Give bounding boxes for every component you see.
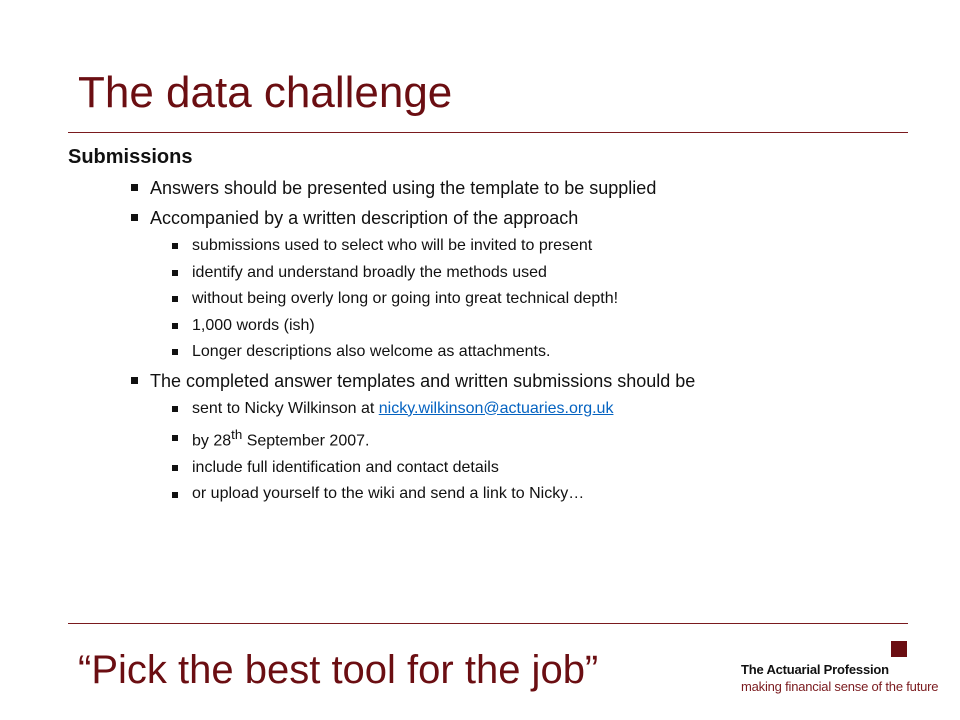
org-tagline: making financial sense of the future — [741, 679, 939, 694]
square-bullet-icon — [131, 214, 138, 221]
square-bullet-icon — [131, 184, 138, 191]
square-bullet-icon — [172, 323, 178, 329]
bullet-item: Answers should be presented using the template to be supplied — [68, 173, 908, 203]
sub-bullet-item: submissions used to select who will be invited to present — [68, 233, 908, 260]
email-link[interactable]: nicky.wilkinson@actuaries.org.uk — [378, 399, 614, 417]
bullet-item: The completed answer templates and written submissions should be — [68, 366, 908, 396]
square-bullet-icon — [172, 465, 178, 471]
sub-bullet-item: by 28th September 2007. — [68, 422, 908, 455]
square-bullet-icon — [172, 270, 178, 276]
org-name: The Actuarial Profession — [741, 662, 889, 677]
footer-quote: “Pick the best tool for the job” — [78, 648, 599, 692]
sub-bullet-item: without being overly long or going into great technical depth! — [68, 286, 908, 313]
title-divider — [68, 132, 908, 133]
sub-bullet-item: Longer descriptions also welcome as attachments. — [68, 339, 908, 366]
square-bullet-icon — [172, 435, 178, 441]
section-heading: Submissions — [68, 146, 193, 168]
slide-title: The data challenge — [78, 68, 453, 117]
square-bullet-icon — [172, 406, 178, 412]
square-bullet-icon — [172, 492, 178, 498]
logo-square-icon — [891, 641, 907, 657]
bullet-item: Accompanied by a written description of the approach — [68, 203, 908, 233]
square-bullet-icon — [131, 377, 138, 384]
square-bullet-icon — [172, 296, 178, 302]
footer-divider — [68, 623, 908, 624]
slide-body — [68, 146, 908, 508]
sub-bullet-item: include full identification and contact details — [68, 455, 908, 482]
sub-bullet-item: sent to Nicky Wilkinson at nicky.wilkinson@actuaries.org.uk — [68, 396, 908, 423]
sub-bullet-item: 1,000 words (ish) — [68, 313, 908, 340]
sub-bullet-item: or upload yourself to the wiki and send a link to Nicky… — [68, 481, 908, 508]
sub-bullet-item: identify and understand broadly the methods used — [68, 260, 908, 287]
square-bullet-icon — [172, 243, 178, 249]
square-bullet-icon — [172, 349, 178, 355]
